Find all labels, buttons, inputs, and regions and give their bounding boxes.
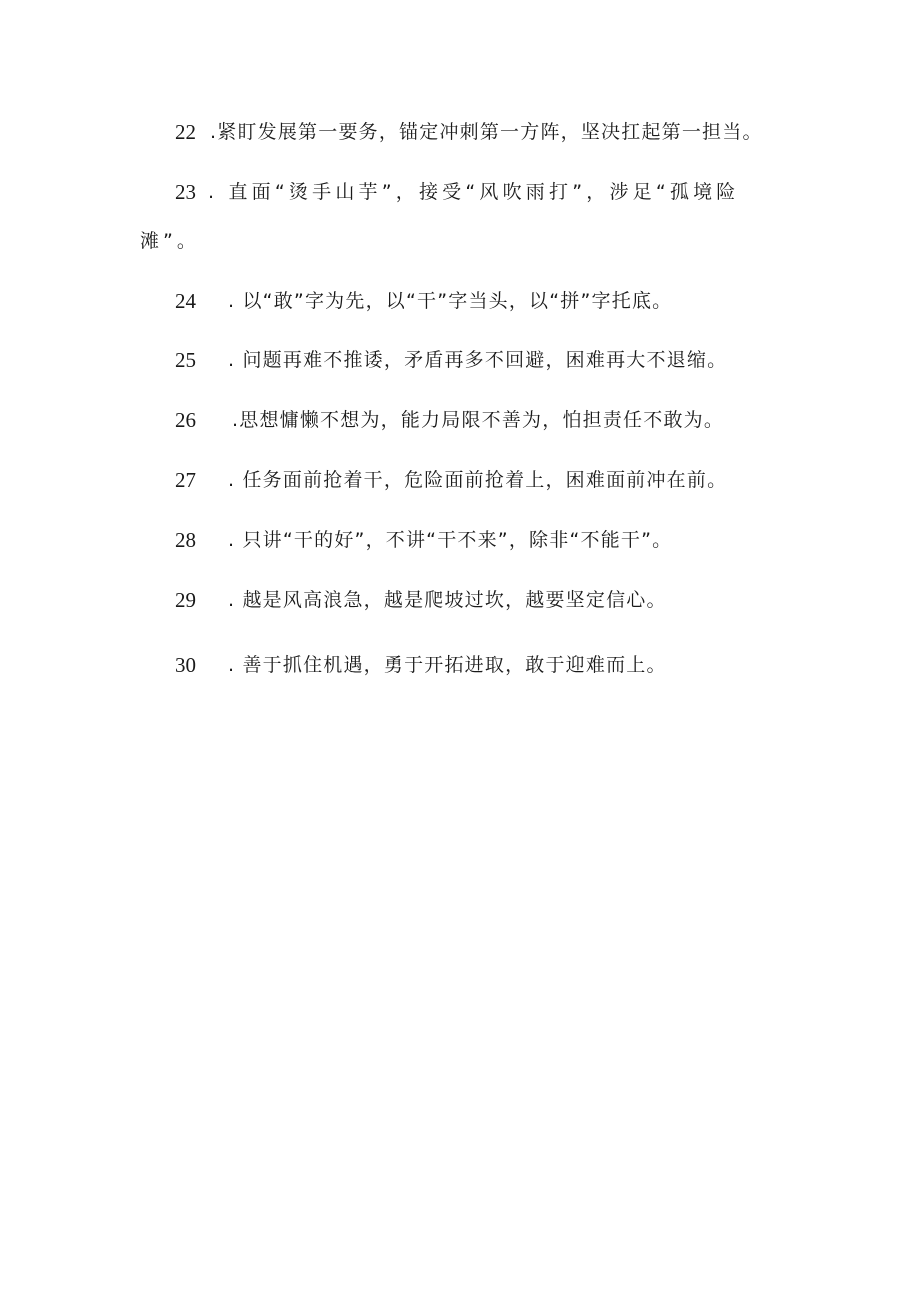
item-number: 30 [175, 653, 196, 677]
item-text-continuation: 滩”。 [140, 230, 200, 252]
item-number: 25 [175, 348, 196, 372]
item-text: . 问题再难不推诿，矛盾再多不回避，困难再大不退缩。 [228, 349, 728, 371]
item-number: 28 [175, 528, 196, 552]
item-text: . 任务面前抢着干，危险面前抢着上，困难面前冲在前。 [228, 469, 728, 491]
item-number: 26 [175, 408, 196, 432]
item-number: 22 [175, 120, 196, 144]
item-text: . 越是风高浪急，越是爬坡过坎，越要坚定信心。 [228, 589, 667, 611]
item-number: 27 [175, 468, 196, 492]
item-text: . 只讲“干的好”，不讲“干不来”，除非“不能干”。 [228, 529, 673, 551]
item-number: 23 [175, 180, 196, 204]
item-text: .思想慵懒不想为，能力局限不善为，怕担责任不敢为。 [232, 409, 725, 431]
item-number: 29 [175, 588, 196, 612]
item-text: .紧盯发展第一要务，锚定冲刺第一方阵，坚决扛起第一担当。 [210, 121, 763, 143]
item-number: 24 [175, 289, 196, 313]
item-text: . 善于抓住机遇，勇于开拓进取，敢于迎难而上。 [228, 654, 667, 676]
item-text: . 直面“烫手山芋”，接受“风吹雨打”，涉足“孤境险 [208, 181, 740, 203]
item-text: . 以“敢”字为先，以“干”字当头，以“拼”字托底。 [228, 290, 673, 312]
